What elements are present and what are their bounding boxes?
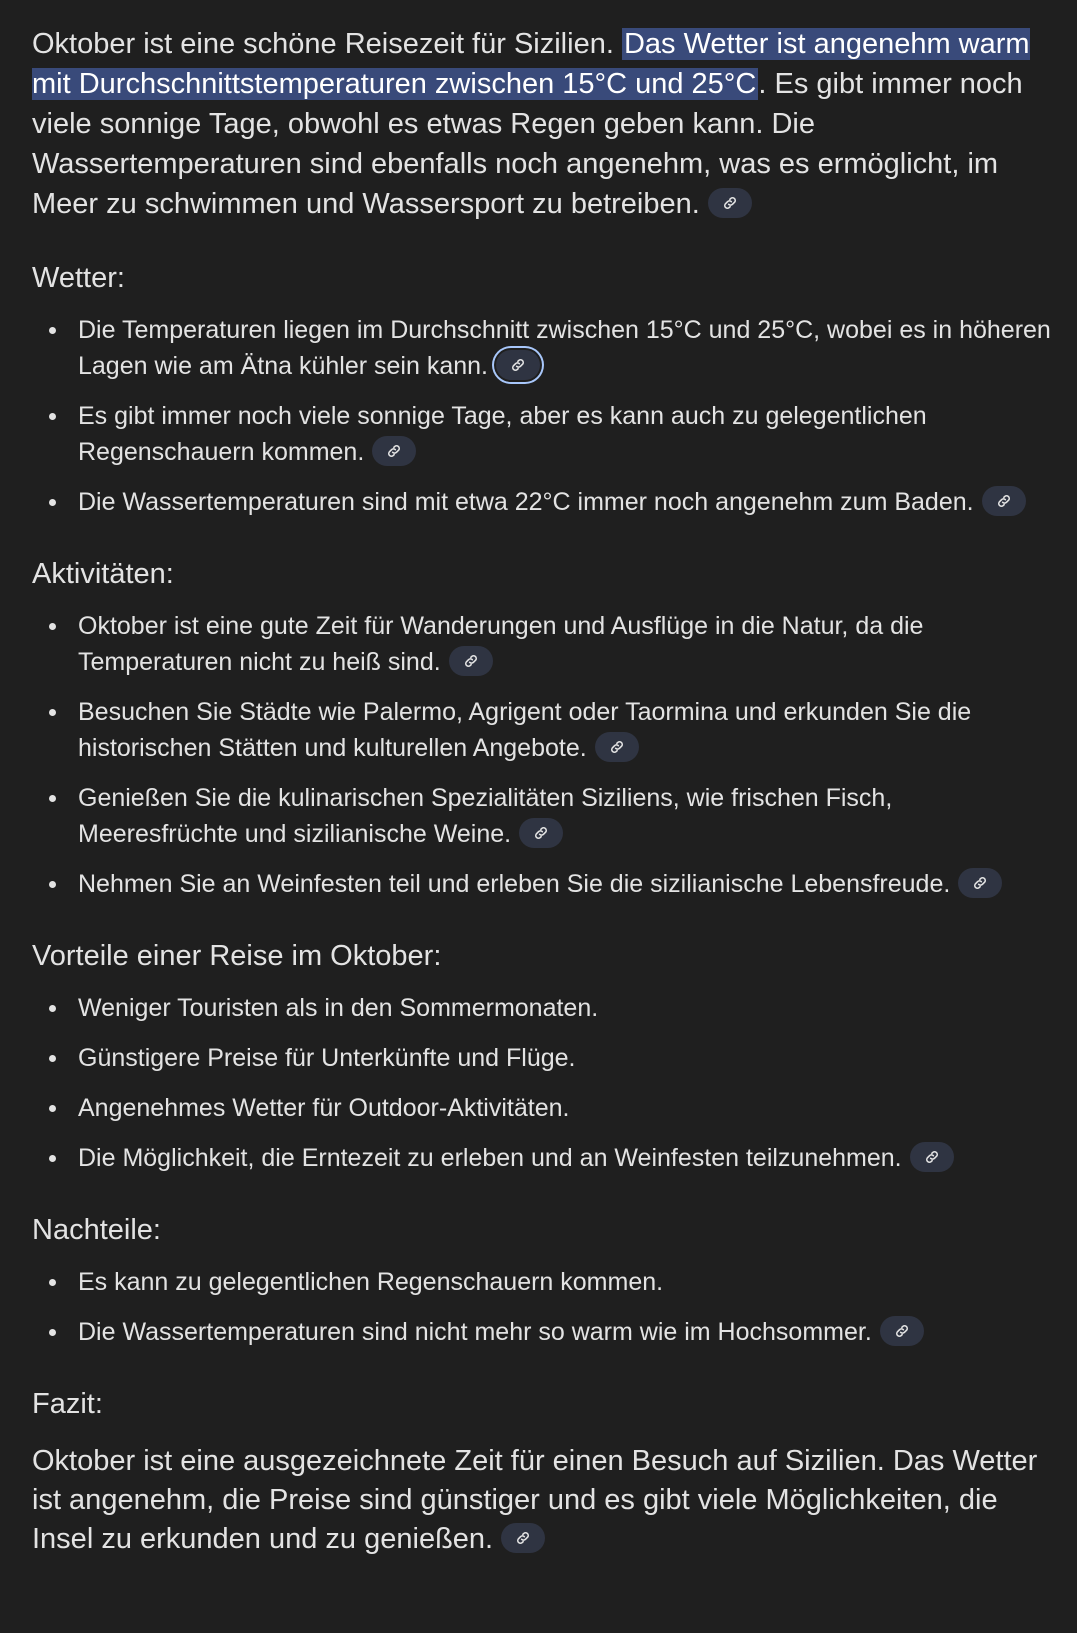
- list-item-text: Weniger Touristen als in den Sommermonaten.: [78, 994, 599, 1022]
- link-icon: [972, 875, 988, 891]
- list-item-text: Genießen Sie die kulinarischen Spezialitäten Siziliens, wie frischen Fisch, Meeresfrüchte und sizilianische Weine.: [78, 784, 893, 848]
- link-icon: [510, 357, 526, 373]
- list-item: [78, 1090, 1057, 1126]
- bullet-list: [32, 312, 1057, 520]
- section-heading: Vorteile einer Reise im Oktober:: [32, 940, 442, 972]
- section-heading: Nachteile:: [32, 1214, 161, 1246]
- source-link-chip[interactable]: [880, 1316, 924, 1346]
- link-icon: [609, 739, 625, 755]
- source-link-chip[interactable]: [982, 486, 1026, 516]
- list-item-text: Die Möglichkeit, die Erntezeit zu erleben und an Weinfesten teilzunehmen.: [78, 1144, 902, 1172]
- source-link-chip[interactable]: [449, 646, 493, 676]
- list-item: [78, 694, 1057, 766]
- section-heading: Aktivitäten:: [32, 558, 174, 590]
- list-item: [78, 312, 1057, 384]
- section-fazit: [32, 1384, 1057, 1559]
- section-vorteile: [32, 936, 1057, 1176]
- section-heading: Fazit:: [32, 1388, 103, 1420]
- section-aktivitaeten: [32, 554, 1057, 902]
- intro-text: Oktober ist eine schöne Reisezeit für Sizilien.: [32, 28, 622, 60]
- list-item-text: Die Wassertemperaturen sind nicht mehr so warm wie im Hochsommer.: [78, 1318, 872, 1346]
- source-link-chip[interactable]: [501, 1523, 545, 1553]
- list-item: [78, 484, 1057, 520]
- list-item: [78, 1040, 1057, 1076]
- list-item: [78, 1140, 1057, 1176]
- source-link-chip[interactable]: [519, 818, 563, 848]
- link-icon: [386, 443, 402, 459]
- link-icon: [924, 1149, 940, 1165]
- link-icon: [894, 1323, 910, 1339]
- section-nachteile: [32, 1210, 1057, 1350]
- source-link-chip[interactable]: [958, 868, 1002, 898]
- source-link-chip[interactable]: [595, 732, 639, 762]
- bullet-list: [32, 1264, 1057, 1350]
- list-item: [78, 990, 1057, 1026]
- link-icon: [463, 653, 479, 669]
- list-item-text: Angenehmes Wetter für Outdoor-Aktivitäten.: [78, 1094, 570, 1122]
- source-link-chip[interactable]: [496, 350, 540, 380]
- list-item-text: Günstigere Preise für Unterkünfte und Flüge.: [78, 1044, 576, 1072]
- list-item-text: Es kann zu gelegentlichen Regenschauern kommen.: [78, 1268, 664, 1296]
- list-item: [78, 780, 1057, 852]
- section-wetter: [32, 258, 1057, 520]
- selected-text[interactable]: Das Wetter ist angenehm warm mit Durchschnittstemperaturen zwischen 15°C und 25°C: [32, 28, 1030, 100]
- section-heading: Wetter:: [32, 262, 125, 294]
- list-item-text: Oktober ist eine gute Zeit für Wanderungen und Ausflüge in die Natur, da die Temperaturen nicht zu heiß sind.: [78, 612, 924, 676]
- intro-paragraph: [32, 24, 1057, 224]
- intro-text-rest: . Es gibt immer noch viele sonnige Tage, obwohl es etwas Regen geben kann. Die Wassertemperaturen sind ebenfalls noch angenehm, was es ermöglicht, im Meer zu schwimmen und Wassersport zu betreiben.: [32, 68, 1023, 220]
- bullet-list: [32, 990, 1057, 1176]
- link-icon: [996, 493, 1012, 509]
- list-item-text: Besuchen Sie Städte wie Palermo, Agrigent oder Taormina und erkunden Sie die historischen Stätten und kulturellen Angebote.: [78, 698, 972, 762]
- source-link-chip[interactable]: [708, 188, 752, 218]
- link-icon: [533, 825, 549, 841]
- list-item: [78, 1314, 1057, 1350]
- list-item: [78, 1264, 1057, 1300]
- link-icon: [722, 195, 738, 211]
- fazit-paragraph: [32, 1442, 1057, 1559]
- list-item-text: Die Temperaturen liegen im Durchschnitt zwischen 15°C und 25°C, wobei es in höheren Lagen wie am Ätna kühler sein kann.: [78, 316, 1051, 380]
- list-item: [78, 398, 1057, 470]
- list-item-text: Die Wassertemperaturen sind mit etwa 22°C immer noch angenehm zum Baden.: [78, 488, 974, 516]
- bullet-list: [32, 608, 1057, 902]
- link-icon: [515, 1530, 531, 1546]
- source-link-chip[interactable]: [910, 1142, 954, 1172]
- list-item-text: Es gibt immer noch viele sonnige Tage, aber es kann auch zu gelegentlichen Regenschauern kommen.: [78, 402, 927, 466]
- list-item: [78, 608, 1057, 680]
- list-item: [78, 866, 1057, 902]
- source-link-chip[interactable]: [372, 436, 416, 466]
- list-item-text: Nehmen Sie an Weinfesten teil und erleben Sie die sizilianische Lebensfreude.: [78, 870, 951, 898]
- fazit-text: Oktober ist eine ausgezeichnete Zeit für einen Besuch auf Sizilien. Das Wetter ist angenehm, die Preise sind günstiger und es gibt viele Möglichkeiten, die Insel zu erkunden und zu genießen.: [32, 1445, 1038, 1555]
